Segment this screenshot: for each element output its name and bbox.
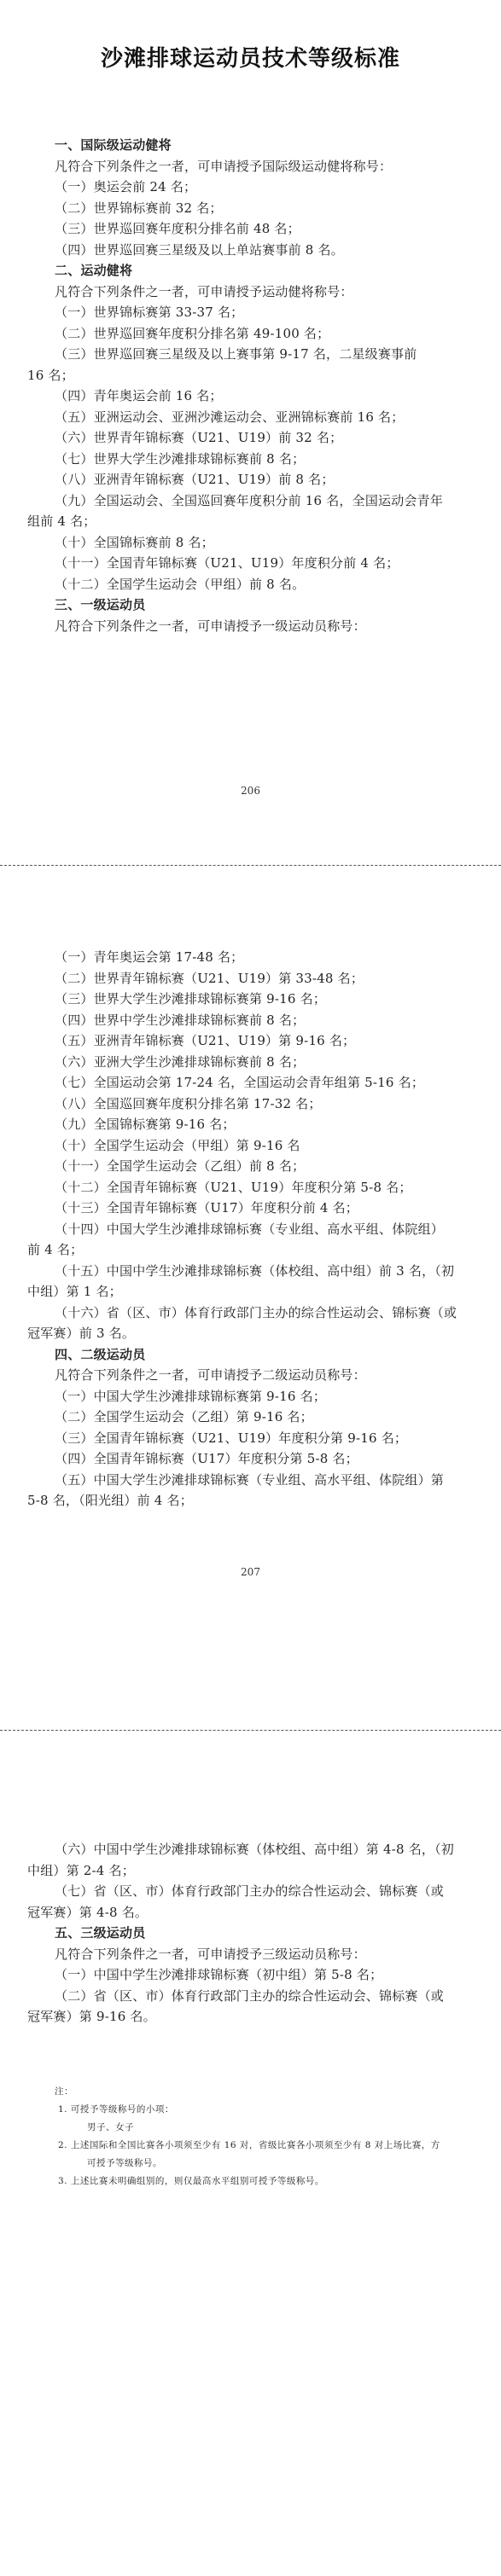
note-item: 2. 上述国际和全国比赛各小项须至少有 16 对，省级比赛各小项须至少有 8 对上场比赛，方 — [58, 2140, 440, 2150]
list-item: （一）奥运会前 24 名； — [55, 179, 197, 194]
section-heading: 四、二级运动员 — [55, 1346, 146, 1362]
section-level-1-items — [0, 947, 501, 1511]
list-item-continuation: 组前 4 名； — [27, 513, 96, 529]
section-intro: 凡符合下列条件之一者，可申请授予二级运动员称号： — [55, 1367, 366, 1383]
list-item: （十三）全国青年锦标赛（U17）年度积分前 4 名； — [55, 1200, 359, 1215]
list-item: （三）世界巡回赛年度积分排名前 48 名； — [55, 221, 300, 236]
list-item-continuation: 冠军赛）前 3 名。 — [27, 1326, 136, 1341]
page-3 — [0, 1730, 501, 2576]
list-item: （六）世界青年锦标赛（U21、U19）前 32 名； — [55, 430, 343, 445]
section-international-master — [0, 135, 501, 636]
list-item: （七）世界大学生沙滩排球锦标赛前 8 名； — [55, 450, 306, 467]
list-item-continuation: 中组）第 1 名； — [27, 1284, 122, 1299]
section-heading: 二、运动健将 — [55, 263, 133, 278]
list-item: （九）全国锦标赛第 9-16 名； — [55, 1117, 236, 1132]
notes-label: 注： — [55, 2086, 73, 2097]
list-item: （四）全国青年锦标赛（U17）年度积分第 5-8 名； — [55, 1451, 358, 1466]
list-item: （四）世界中学生沙滩排球锦标赛前 8 名； — [55, 1012, 306, 1028]
list-item: （十一）全国学生运动会（乙组）前 8 名； — [55, 1158, 306, 1174]
list-item: （十二）全国学生运动会（甲组）前 8 名。 — [55, 576, 306, 592]
section-heading: 五、三级运动员 — [55, 1925, 146, 1941]
list-item-continuation: 冠军赛）第 9-16 名。 — [27, 2009, 156, 2024]
list-item: （八）全国巡回赛年度积分排名第 17-32 名； — [55, 1095, 322, 1111]
note-item-continuation: 可授予等级称号。 — [87, 2158, 162, 2168]
list-item-continuation: 16 名； — [27, 367, 74, 383]
list-item-continuation: 中组）第 2-4 名； — [27, 1862, 135, 1878]
list-item-continuation: 冠军赛）第 4-8 名。 — [27, 1904, 149, 1920]
page-number: 207 — [241, 1566, 260, 1578]
list-item: （六）中国中学生沙滩排球锦标赛（体校组、高中组）第 4-8 名，（初 — [55, 1842, 454, 1857]
notes — [0, 2083, 501, 2190]
list-item: （三）世界巡回赛三星级及以上赛事第 9-17 名，二星级赛事前 — [55, 346, 417, 362]
list-item: （一）中国中学生沙滩排球锦标赛（初中组）第 5-8 名； — [55, 1967, 383, 1982]
list-item: （八）亚洲青年锦标赛（U21、U19）前 8 名； — [55, 472, 335, 487]
list-item: （十四）中国大学生沙滩排球锦标赛（专业组、高水平组、体院组） — [55, 1221, 445, 1237]
list-item: （二）世界巡回赛年度积分排名第 49-100 名； — [55, 325, 330, 341]
note-subitem: 男子、女子 — [87, 2122, 134, 2132]
section-intro: 凡符合下列条件之一者，可申请授予国际级运动健将称号： — [55, 158, 393, 174]
list-item: （十）全国学生运动会（甲组）第 9-16 名 — [55, 1137, 300, 1153]
note-item: 1. 可授予等级称号的小项： — [58, 2104, 174, 2115]
list-item: （五）中国大学生沙滩排球锦标赛（专业组、高水平组、体院组）第 — [55, 1471, 445, 1488]
document-title: 沙滩排球运动员技术等级标准 — [100, 46, 400, 72]
page-number: 206 — [241, 785, 260, 797]
section-intro: 凡符合下列条件之一者，可申请授予一级运动员称号： — [55, 618, 366, 634]
list-item: （四）青年奥运会前 16 名； — [55, 388, 223, 403]
section-intro: 凡符合下列条件之一者，可申请授予三级运动员称号： — [55, 1946, 366, 1962]
list-item-continuation: 前 4 名； — [27, 1242, 84, 1257]
list-item: （一）中国大学生沙滩排球锦标赛第 9-16 名； — [55, 1388, 327, 1404]
list-item: （九）全国运动会、全国巡回赛年度积分前 16 名，全国运动会青年 — [55, 492, 444, 508]
list-item: （十）全国锦标赛前 8 名； — [55, 534, 214, 550]
list-item: （十五）中国中学生沙滩排球锦标赛（体校组、高中组）前 3 名，（初 — [55, 1262, 455, 1279]
list-item: （七）省（区、市）体育行政部门主办的综合性运动会、锦标赛（或 — [55, 1883, 445, 1899]
list-item: （十一）全国青年锦标赛（U21、U19）年度积分前 4 名； — [55, 555, 399, 571]
list-item: （十六）省（区、市）体育行政部门主办的综合性运动会、锦标赛（或 — [55, 1304, 457, 1320]
list-item: （十二）全国青年锦标赛（U21、U19）年度积分第 5-8 名； — [55, 1179, 412, 1195]
list-item: （三）世界大学生沙滩排球锦标赛第 9-16 名； — [55, 991, 327, 1007]
section-intro: 凡符合下列条件之一者，可申请授予运动健将称号： — [55, 283, 353, 299]
list-item: （五）亚洲运动会、亚洲沙滩运动会、亚洲锦标赛前 16 名； — [55, 409, 405, 425]
list-item: （四）世界巡回赛三星级及以上单站赛事前 8 名。 — [55, 241, 344, 258]
list-item-continuation: 5-8 名，（阳光组）前 4 名； — [27, 1493, 193, 1508]
page-1 — [0, 0, 501, 865]
list-item: （二）世界青年锦标赛（U21、U19）第 33-48 名； — [55, 970, 364, 986]
section-heading: 一、国际级运动健将 — [55, 137, 172, 153]
page-2 — [0, 865, 501, 1730]
list-item: （二）省（区、市）体育行政部门主办的综合性运动会、锦标赛（或 — [55, 1987, 445, 2004]
list-item: （五）亚洲青年锦标赛（U21、U19）第 9-16 名； — [55, 1033, 356, 1048]
list-item: （三）全国青年锦标赛（U21、U19）年度积分第 9-16 名； — [55, 1430, 408, 1446]
list-item: （一）青年奥运会第 17-48 名； — [55, 949, 244, 965]
list-item: （一）世界锦标赛第 33-37 名； — [55, 305, 244, 320]
list-item: （二）全国学生运动会（乙组）第 9-16 名； — [55, 1409, 313, 1424]
section-heading: 三、一级运动员 — [55, 597, 146, 612]
list-item: （六）亚洲大学生沙滩排球锦标赛前 8 名； — [55, 1053, 306, 1070]
list-item: （二）世界锦标赛前 32 名； — [55, 200, 223, 216]
note-item: 3. 上述比赛未明确组别的，则仅最高水平组别可授予等级称号。 — [58, 2176, 324, 2186]
section-level-2-continued — [0, 1839, 501, 2028]
list-item: （七）全国运动会第 17-24 名，全国运动会青年组第 5-16 名； — [55, 1075, 425, 1090]
